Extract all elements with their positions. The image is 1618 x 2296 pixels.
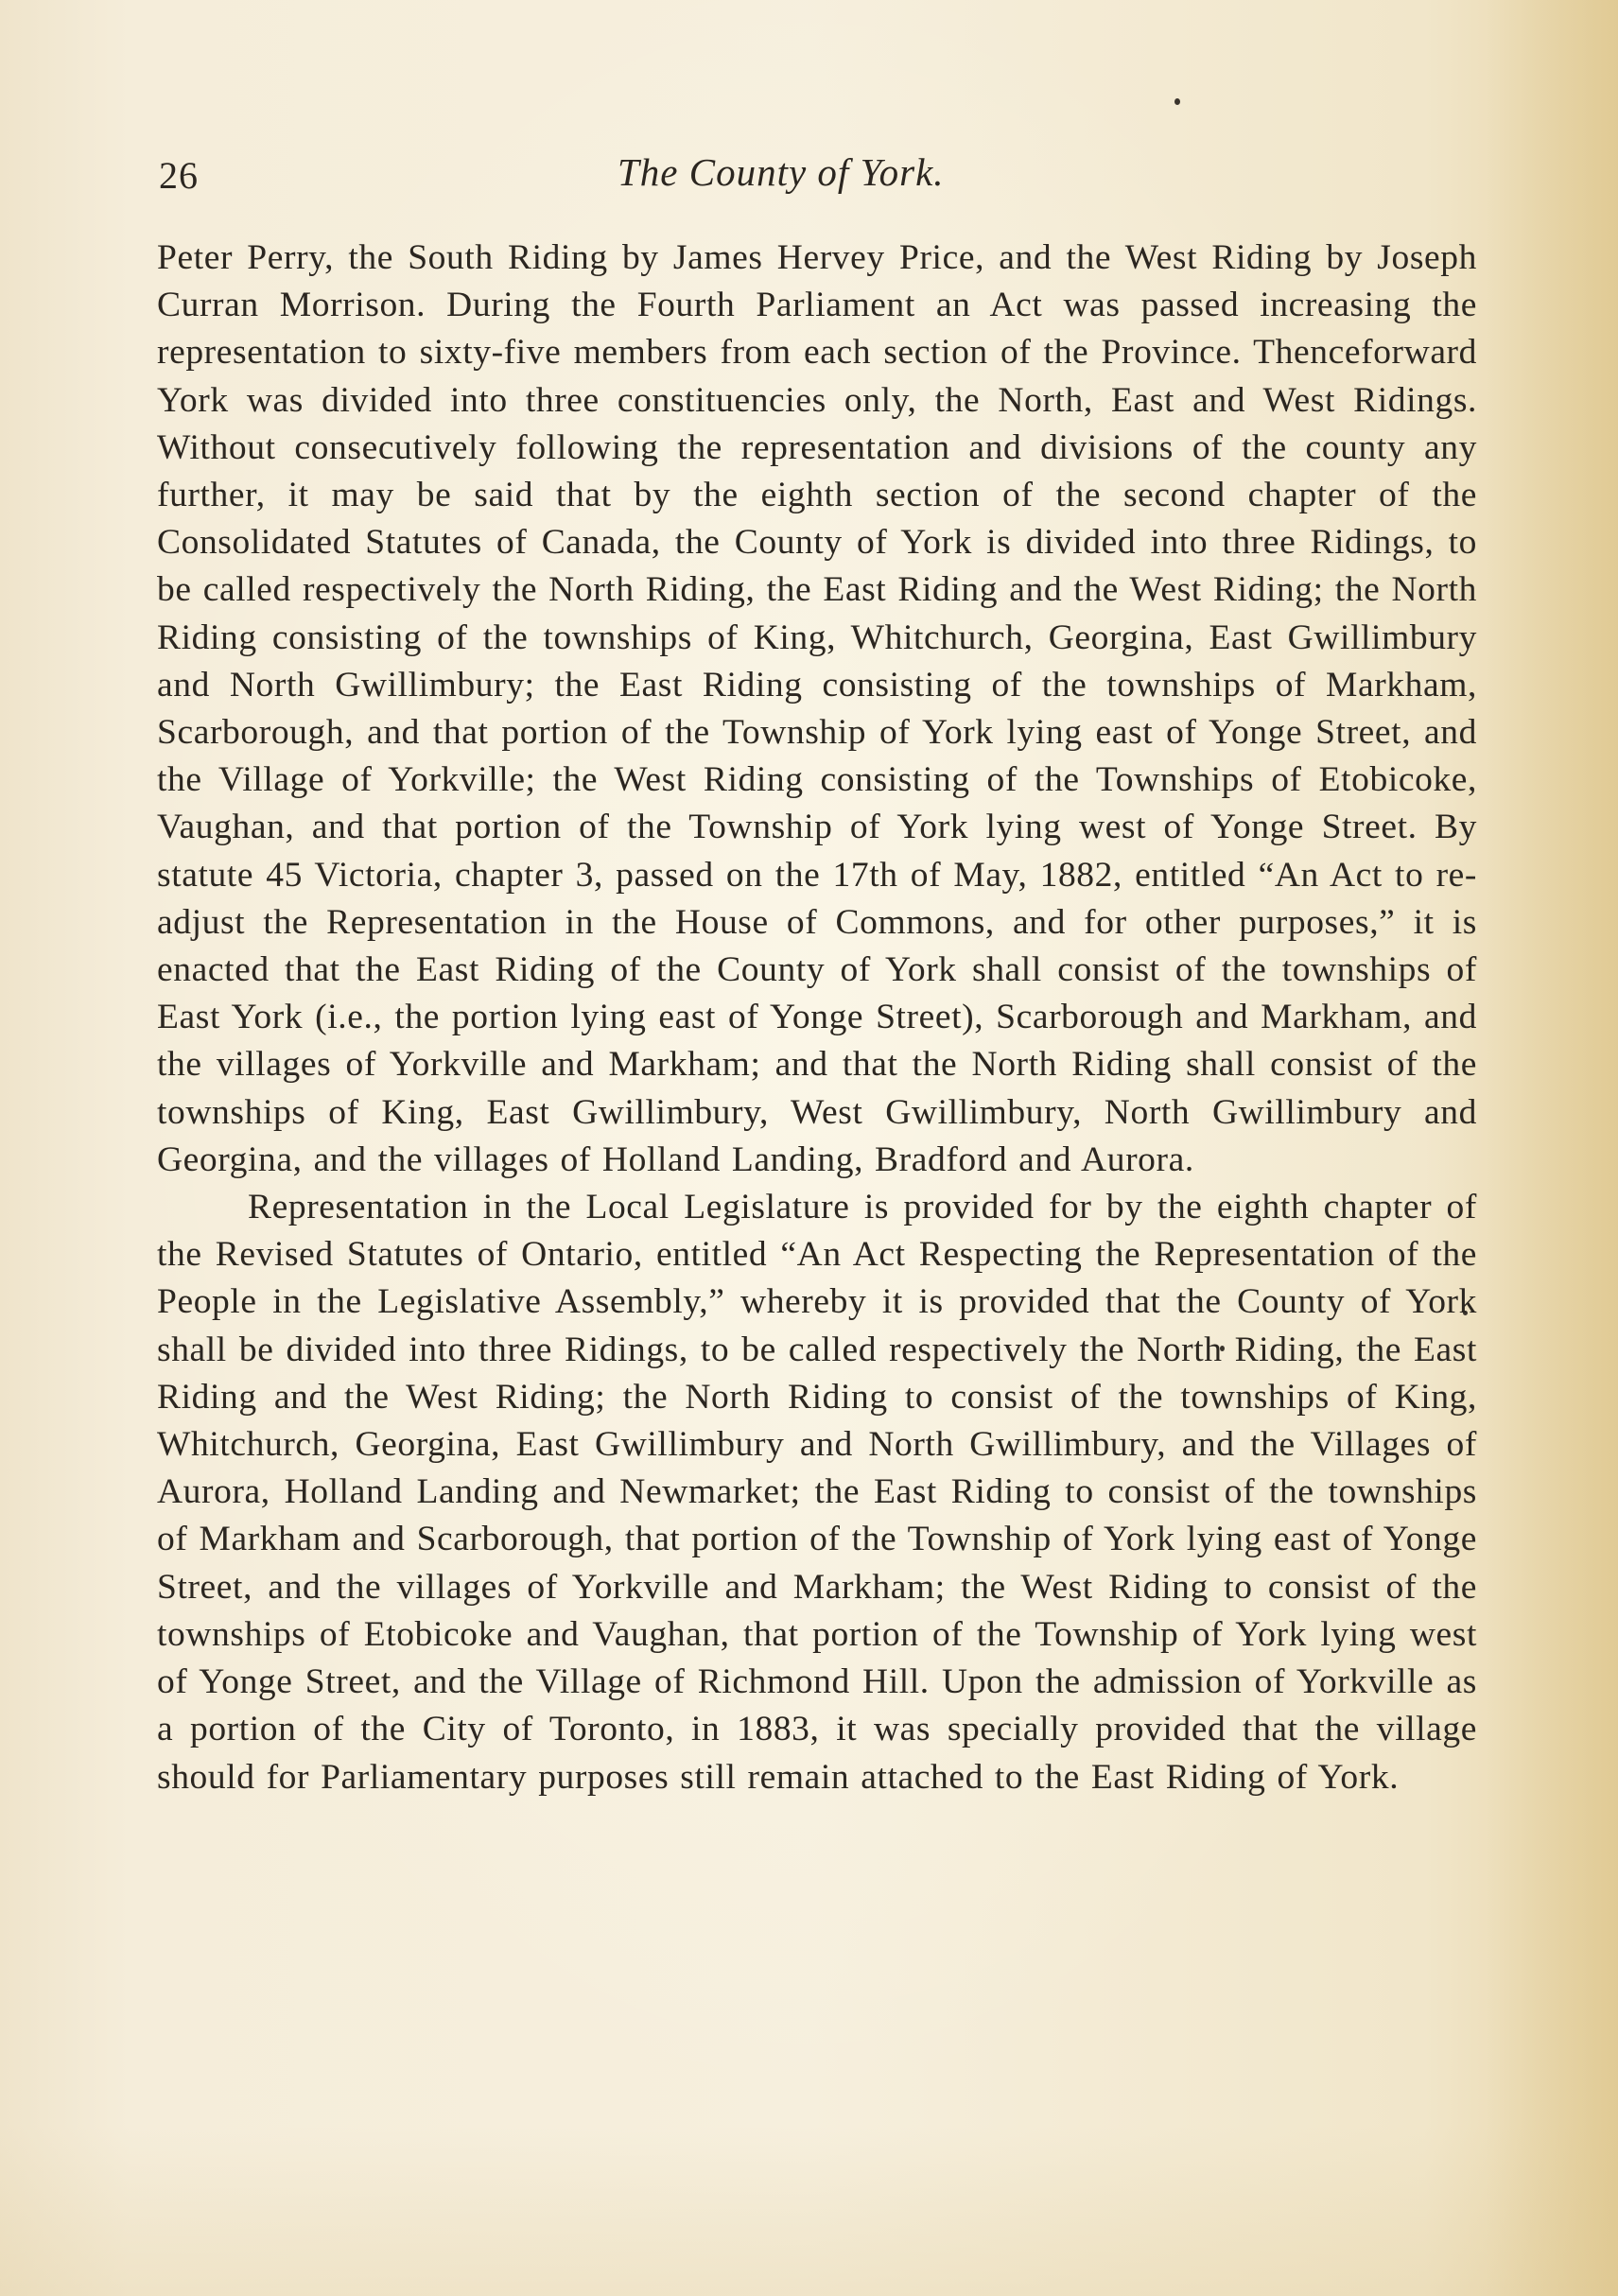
page-header (159, 150, 1483, 210)
page-bottom-shading (0, 2126, 1618, 2296)
page-edge-shading (1486, 0, 1618, 2296)
running-title: The County of York. (618, 150, 945, 194)
paragraph-local-legislature: Representation in the Local Legislature is provided for by the eighth chapter of the Revised Statutes of Ontario, entitled “An Act Respecting the Representation of the People in the Legislative Assembly,” whereby it is provided that the County of York shall be divided into three Ridings, to be called respectively the North Riding, the East Riding and the West Riding; the North Riding to consist of the townships of King, Whitchurch, Georgina, East Gwillimbury and North Gwillimbury, and the Villages of Aurora, Holland Landing and Newmarket; the East Riding to consist of the townships of Markham and Scarborough, that portion of the Township of York lying east of Yonge Street, and the villages of Yorkville and Markham; the West Riding to consist of the townships of Etobicoke and Vaughan, that portion of the Township of York lying west of Yonge Street, and the Village of Richmond Hill. Upon the admission of Yorkville as a portion of the City of Toronto, in 1883, it was specially provided that the village should for Parliamentary purposes still remain attached to the East Riding of York. (157, 1188, 1477, 1797)
page-number: 26 (159, 154, 199, 197)
ink-speck (1174, 98, 1180, 105)
body-text (157, 235, 1477, 1801)
paragraph-ridings-history: Peter Perry, the South Riding by James Hervey Price, and the West Riding by Joseph Curran Morrison. During the Fourth Parliament an Act was passed increasing the representation to sixty-five members from each section of the Province. Thenceforward York was divided into three constituencies only, the North, East and West Ridings. Without consecutively following the representation and divisions of the county any further, it may be said that by the eighth section of the second chapter of the Consolidated Statutes of Canada, the County of York is divided into three Ridings, to be called respectively the North Riding, the East Riding and the West Riding; the North Riding consisting of the townships of King, Whitchurch, Georgina, East Gwillimbury and North Gwillimbury; the East Riding consisting of the townships of Markham, Scarborough, and that portion of the Township of York lying east of Yonge Street, and the Village of Yorkville; the West Riding consisting of the Townships of Etobicoke, Vaughan, and that portion of the Township of York lying west of Yonge Street. By statute 45 Victoria, chapter 3, passed on the 17th of May, 1882, entitled “An Act to re-adjust the Representation in the House of Commons, and for other purposes,” it is enacted that the East Riding of the County of York shall consist of the townships of East York (i.e., the portion lying east of Yonge Street), Scarborough and Markham, and the villages of Yorkville and Markham; and that the North Riding shall consist of the townships of King, East Gwillimbury, West Gwillimbury, North Gwillimbury and Georgina, and the villages of Holland Landing, Bradford and Aurora. (157, 238, 1477, 1179)
